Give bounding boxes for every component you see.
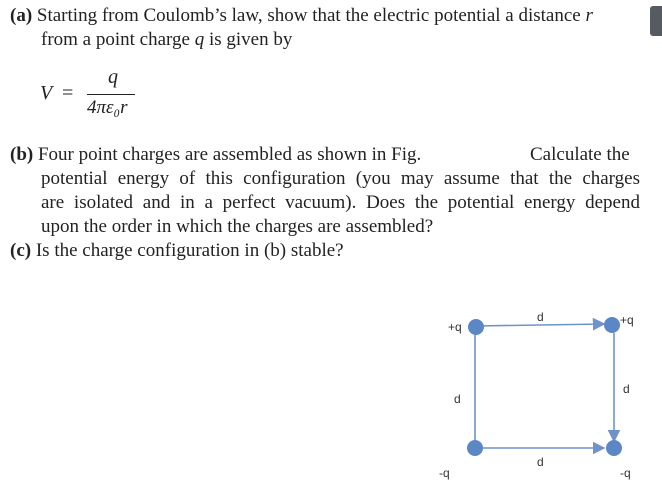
part-c-label: (c) — [10, 240, 32, 261]
label-bottom-right-charge: -q — [620, 466, 631, 480]
part-b-label: (b) — [10, 144, 34, 165]
edge-top — [475, 324, 604, 326]
part-b-text-1a: Four point charges are assembled as shown in Fig. — [37, 144, 422, 165]
label-side-left: d — [454, 392, 461, 406]
part-a-label: (a) — [10, 5, 33, 26]
part-b-line-4: upon the order in which the charges are assembled? — [41, 216, 434, 237]
part-a-text-3: is given by — [208, 29, 293, 50]
part-c-text: Is the charge configuration in (b) stable? — [35, 240, 344, 261]
part-b-line-2: potential energy of this configuration (you may assume that the charges — [41, 168, 640, 189]
charge-node-top-right — [604, 317, 620, 333]
equation-denominator: 4πε₀r — [87, 97, 128, 118]
charge-node-bottom-left — [467, 440, 483, 456]
label-side-top: d — [537, 310, 544, 324]
part-b-text-1b: Calculate the — [530, 144, 630, 165]
charge-node-top-left — [468, 319, 484, 335]
part-a-text-1: Starting from Coulomb’s law, show that the electric potential a distance — [36, 5, 581, 26]
label-bottom-left-charge: -q — [439, 466, 450, 480]
label-side-right: d — [623, 382, 630, 396]
label-top-right-charge: +q — [620, 313, 634, 327]
var-q: q — [194, 29, 205, 50]
label-top-left-charge: +q — [448, 320, 462, 334]
part-a-text-2: from a point charge — [41, 29, 190, 50]
charge-node-bottom-right — [606, 440, 622, 456]
equation-numerator: q — [108, 66, 118, 88]
part-b-line-3: are isolated and in a perfect vacuum). Does the potential energy depend — [41, 192, 640, 213]
equation-lhs: V — [40, 82, 53, 104]
var-r: r — [585, 5, 593, 26]
equation-equals: = — [62, 82, 74, 104]
label-side-bottom: d — [537, 455, 544, 469]
